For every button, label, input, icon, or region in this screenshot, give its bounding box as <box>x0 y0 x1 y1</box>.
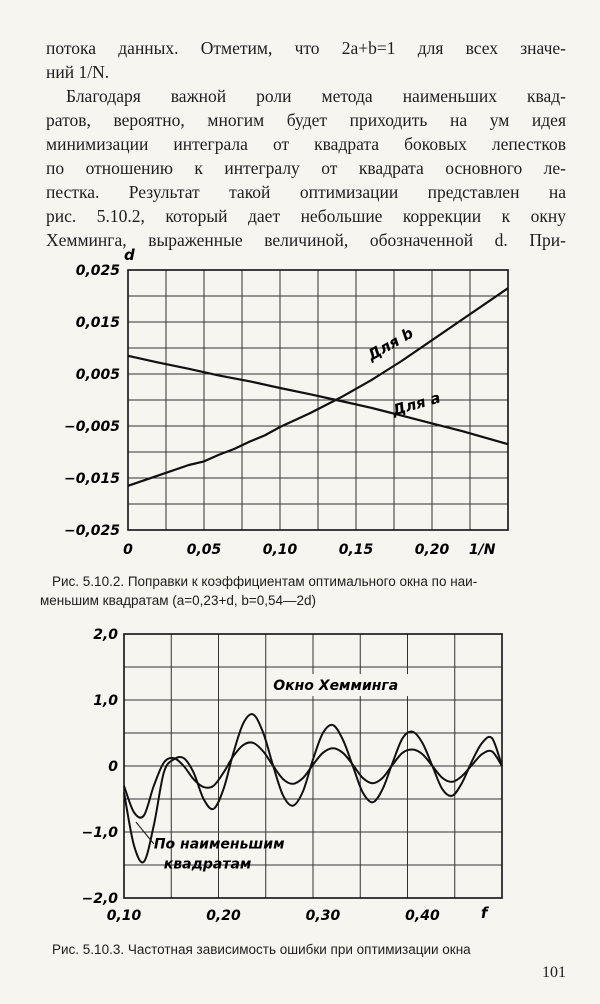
text-line: пестка. Результат такой оптимизации представлен на <box>46 182 566 202</box>
x-tick-label: 0,20 <box>206 908 241 924</box>
series-label: Для a <box>390 388 443 420</box>
text-line: ний 1/N. <box>46 62 110 82</box>
y-tick-label: −1,0 <box>81 825 118 841</box>
y-tick-label: 1,0 <box>93 693 118 709</box>
y-tick-label: 0,015 <box>75 315 120 331</box>
x-axis-label: 1/N <box>468 542 496 558</box>
caption-line: меньшим квадратам (a=0,23+d, b=0,54—2d) <box>40 593 317 608</box>
text-line: по отношению к интегралу от квадрата основного ле- <box>46 158 566 178</box>
x-tick-label: 0,40 <box>405 908 440 924</box>
series-label: квадратам <box>163 856 252 873</box>
y-tick-label: 2,0 <box>93 627 118 643</box>
y-tick-label: 0 <box>108 759 118 775</box>
y-tick-label: −0,015 <box>63 471 120 487</box>
x-tick-label: 0,20 <box>414 542 450 558</box>
y-tick-label: −0,025 <box>63 523 120 539</box>
x-tick-label: 0,05 <box>186 542 222 558</box>
text-line: Благодаря важной роли метода наименьших квад- <box>66 86 566 106</box>
caption-line: Рис. 5.10.2. Поправки к коэффициентам оптимального окна по наи- <box>52 574 478 589</box>
y-tick-label: −0,005 <box>63 419 120 435</box>
text-line: ратов, вероятно, многим будет приходить на ум идея <box>46 110 566 130</box>
y-tick-label: −2,0 <box>81 891 118 907</box>
series-label: Для b <box>364 323 417 365</box>
text-line: потока данных. Отметим, что 2a+b=1 для всех значе- <box>46 38 566 58</box>
x-axis-label: f <box>480 904 488 922</box>
x-tick-label: 0,10 <box>262 542 298 558</box>
text-line: рис. 5.10.2, который дает небольшие коррекции к окну <box>46 206 566 226</box>
series-label: Окно Хемминга <box>273 678 399 695</box>
figure-5-10-3-chart <box>0 620 600 925</box>
text-line: минимизации интеграла от квадрата боковых лепестков <box>46 134 566 154</box>
y-axis-label: d <box>124 246 135 264</box>
figure-5-10-3-caption <box>40 940 570 959</box>
x-tick-label: 0 <box>123 542 133 558</box>
caption-line: Рис. 5.10.3. Частотная зависимость ошибки при оптимизации окна <box>52 942 471 957</box>
page-number: 101 <box>542 964 566 981</box>
y-tick-label: 0,005 <box>75 367 120 383</box>
series-label: По наименьшим <box>153 836 285 853</box>
figure-5-10-2-chart <box>0 240 600 570</box>
x-tick-label: 0,15 <box>338 542 374 558</box>
text-line: Хемминга, выраженные величиной, обозначенной d. При- <box>46 230 566 250</box>
figure-5-10-2-caption <box>40 572 570 610</box>
x-tick-label: 0,30 <box>305 908 341 924</box>
x-tick-label: 0,10 <box>106 908 142 924</box>
body-text <box>46 36 566 252</box>
y-tick-label: 0,025 <box>75 263 120 279</box>
